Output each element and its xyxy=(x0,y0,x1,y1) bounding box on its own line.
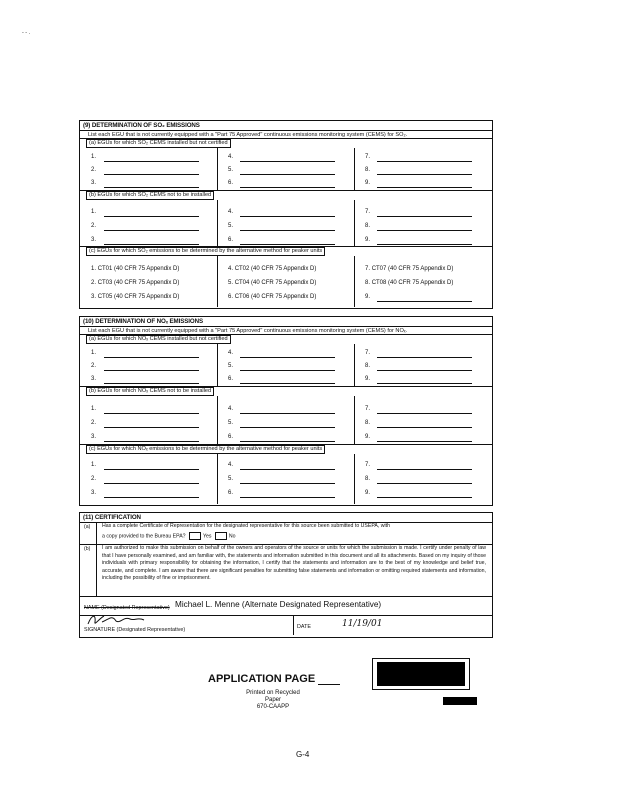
so2b-field-9[interactable] xyxy=(377,244,472,245)
noxb-field-2[interactable] xyxy=(104,427,199,428)
yes-checkbox[interactable] xyxy=(189,532,201,540)
noxc-num-9: 9. xyxy=(365,490,371,496)
so2c-item-3: 3. CT05 (40 CFR 75 Appendix D) xyxy=(91,294,180,300)
name-value[interactable]: Michael L. Menne (Alternate Designated Representative) xyxy=(175,600,382,609)
cert-a-question: Has a complete Certificate of Representation for the designated representative for this source been submitted to USEPA, with xyxy=(102,523,390,529)
application-page-label: APPLICATION PAGE xyxy=(208,673,316,685)
noxa-num-3: 3. xyxy=(91,376,97,382)
application-page xyxy=(208,673,340,685)
recycled-note xyxy=(242,690,304,711)
noxb-num-7: 7. xyxy=(365,406,371,412)
nox-part-a-title: (a) EGUs for which NOₓ CEMS installed but not certified xyxy=(86,335,231,344)
noxa-num-7: 7. xyxy=(365,350,371,356)
noxa-field-9[interactable] xyxy=(377,383,472,384)
so2-part-c xyxy=(80,246,492,307)
so2c-item-4: 4. CT02 (40 CFR 75 Appendix D) xyxy=(228,266,317,272)
so2b-field-5[interactable] xyxy=(240,230,335,231)
so2b-num-9: 9. xyxy=(365,237,371,243)
so2b-num-7: 7. xyxy=(365,209,371,215)
so2b-field-7[interactable] xyxy=(377,216,472,217)
noxa-field-6[interactable] xyxy=(240,383,335,384)
no-checkbox[interactable] xyxy=(215,532,227,540)
noxa-field-3[interactable] xyxy=(104,383,199,384)
so2c-item-7: 7. CT07 (40 CFR 75 Appendix D) xyxy=(365,266,454,272)
cert-b-statement: I am authorized to make this submission on behalf of the owners and operators of the source or units for which the submission is made. I certify under penalty of law that I have personally examined, and am familiar with, the statements and information submitted in this document and all its attachments. Based on my inquiry of those individuals with primary responsibility for obtaining the information, I certify that the statements and information are to the best of my knowledge and belief true, accurate, and complete. I am aware that there are significant penalties for submitting false statements and information or omitting required statements and information, including the possibility of fine or imprisonment. xyxy=(102,545,486,582)
noxb-field-3[interactable] xyxy=(104,441,199,442)
so2a-field-8[interactable] xyxy=(377,174,472,175)
so2a-field-3[interactable] xyxy=(104,187,199,188)
noxa-num-4: 4. xyxy=(228,350,234,356)
noxb-num-1: 1. xyxy=(91,406,97,412)
noxa-num-6: 6. xyxy=(228,376,234,382)
so2a-field-2[interactable] xyxy=(104,174,199,175)
so2a-num-1: 1. xyxy=(91,154,97,160)
printed-note: Printed on Recycled Paper xyxy=(246,690,300,703)
noxb-field-4[interactable] xyxy=(240,413,335,414)
nox-part-c-title: (c) EGUs for which NOₓ emissions to be determined by the alternative method for peaker units xyxy=(86,445,325,454)
so2a-field-6[interactable] xyxy=(240,187,335,188)
noxb-field-8[interactable] xyxy=(377,427,472,428)
noxa-num-1: 1. xyxy=(91,350,97,356)
nox-part-a xyxy=(80,334,492,387)
so2a-field-1[interactable] xyxy=(104,161,199,162)
noxa-num-2: 2. xyxy=(91,363,97,369)
noxc-field-5[interactable] xyxy=(240,483,335,484)
noxc-num-8: 8. xyxy=(365,476,371,482)
so2b-num-4: 4. xyxy=(228,209,234,215)
signature-mark xyxy=(86,612,156,628)
noxc-field-7[interactable] xyxy=(377,469,472,470)
so2c-field-9[interactable] xyxy=(377,301,472,302)
noxc-field-9[interactable] xyxy=(377,497,472,498)
noxc-num-3: 3. xyxy=(91,490,97,496)
corner-marks: - - . xyxy=(22,30,31,36)
noxc-num-4: 4. xyxy=(228,462,234,468)
so2b-field-4[interactable] xyxy=(240,216,335,217)
noxa-num-8: 8. xyxy=(365,363,371,369)
noxc-num-5: 5. xyxy=(228,476,234,482)
so2a-num-9: 9. xyxy=(365,180,371,186)
noxc-num-6: 6. xyxy=(228,490,234,496)
cert-b-label: (b) xyxy=(84,546,91,552)
noxc-field-8[interactable] xyxy=(377,483,472,484)
noxb-field-9[interactable] xyxy=(377,441,472,442)
page-number: G-4 xyxy=(296,750,310,759)
redaction-block xyxy=(377,662,465,686)
so2b-field-3[interactable] xyxy=(104,244,199,245)
so2a-field-5[interactable] xyxy=(240,174,335,175)
so2a-num-6: 6. xyxy=(228,180,234,186)
so2a-num-7: 7. xyxy=(365,154,371,160)
no-label: No xyxy=(228,533,236,540)
so2b-num-5: 5. xyxy=(228,223,234,229)
signature-row xyxy=(80,615,492,635)
so2b-num-6: 6. xyxy=(228,237,234,243)
name-label: NAME (Designated Representative) xyxy=(84,605,170,611)
so2c-item-2: 2. CT03 (40 CFR 75 Appendix D) xyxy=(91,280,180,286)
so2b-field-1[interactable] xyxy=(104,216,199,217)
noxa-field-1[interactable] xyxy=(104,357,199,358)
noxb-field-6[interactable] xyxy=(240,441,335,442)
noxc-field-4[interactable] xyxy=(240,469,335,470)
noxa-field-4[interactable] xyxy=(240,357,335,358)
noxc-field-2[interactable] xyxy=(104,483,199,484)
cert-part-b xyxy=(80,544,492,597)
so2b-num-2: 2. xyxy=(91,223,97,229)
section-nox-header: (10) DETERMINATION OF NOₓ EMISSIONS xyxy=(80,317,492,327)
noxb-num-9: 9. xyxy=(365,434,371,440)
noxb-num-5: 5. xyxy=(228,420,234,426)
noxa-field-7[interactable] xyxy=(377,357,472,358)
so2-part-b-title: (b) EGUs for which SO₂ CEMS not to be installed xyxy=(86,191,214,200)
noxa-num-9: 9. xyxy=(365,376,371,382)
redaction-bar xyxy=(443,697,477,705)
noxb-field-1[interactable] xyxy=(104,413,199,414)
so2c-item-5: 5. CT04 (40 CFR 75 Appendix D) xyxy=(228,280,317,286)
noxc-num-7: 7. xyxy=(365,462,371,468)
cert-a-label: (a) xyxy=(84,524,91,530)
date-value[interactable]: 11/19/01 xyxy=(342,619,383,629)
section-so2-instruction: List each EGU that is not currently equipped with a "Part 75 Approved" continuous emissions monitoring system (CEMS) for SO₂. xyxy=(88,132,408,138)
section-certification-header: (11) CERTIFICATION xyxy=(80,513,492,523)
noxc-field-6[interactable] xyxy=(240,497,335,498)
so2c-item-6: 6. CT06 (40 CFR 75 Appendix D) xyxy=(228,294,317,300)
so2-part-a-title: (a) EGUs for which SO₂ CEMS installed but not certified xyxy=(86,139,231,148)
noxa-field-2[interactable] xyxy=(104,370,199,371)
so2-part-b xyxy=(80,190,492,247)
so2b-num-1: 1. xyxy=(91,209,97,215)
so2c-item-8: 8. CT08 (40 CFR 75 Appendix D) xyxy=(365,280,454,286)
so2a-num-8: 8. xyxy=(365,167,371,173)
section-certification xyxy=(79,512,493,638)
so2a-field-4[interactable] xyxy=(240,161,335,162)
yes-label: Yes xyxy=(203,533,212,540)
nox-part-b-title: (b) EGUs for which NOₓ CEMS not to be installed xyxy=(86,387,214,396)
nox-part-b xyxy=(80,386,492,445)
nox-part-c xyxy=(80,444,492,504)
so2a-num-3: 3. xyxy=(91,180,97,186)
noxb-num-4: 4. xyxy=(228,406,234,412)
noxa-field-8[interactable] xyxy=(377,370,472,371)
so2-part-a xyxy=(80,138,492,191)
cert-part-a xyxy=(80,522,492,545)
noxc-field-1[interactable] xyxy=(104,469,199,470)
section-so2-header: (9) DETERMINATION OF SO₂ EMISSIONS xyxy=(80,121,492,131)
so2c-item-9: 9. xyxy=(365,294,371,300)
signature-label: SIGNATURE (Designated Representative) xyxy=(84,627,186,633)
so2b-field-2[interactable] xyxy=(104,230,199,231)
stamp-box xyxy=(372,658,470,690)
so2b-field-8[interactable] xyxy=(377,230,472,231)
noxc-field-3[interactable] xyxy=(104,497,199,498)
so2-part-c-title: (c) EGUs for which SO₂ emissions to be determined by the alternative method for peaker units xyxy=(86,247,325,256)
noxa-field-5[interactable] xyxy=(240,370,335,371)
section-nox xyxy=(79,316,493,506)
cert-a-question-line2: a copy provided to the Bureau EPA? Yes No xyxy=(102,533,236,540)
noxc-num-1: 1. xyxy=(91,462,97,468)
noxa-num-5: 5. xyxy=(228,363,234,369)
section-nox-instruction: List each EGU that is not currently equipped with a "Part 75 Approved" continuous emissions monitoring system (CEMS) for NOₓ. xyxy=(88,328,408,334)
form-code: 670-CAAPP xyxy=(256,704,290,710)
so2b-field-6[interactable] xyxy=(240,244,335,245)
so2a-num-2: 2. xyxy=(91,167,97,173)
noxc-num-2: 2. xyxy=(91,476,97,482)
so2a-field-9[interactable] xyxy=(377,187,472,188)
noxb-num-2: 2. xyxy=(91,420,97,426)
application-page-number-field[interactable] xyxy=(318,675,340,685)
noxb-num-3: 3. xyxy=(91,434,97,440)
noxb-field-5[interactable] xyxy=(240,427,335,428)
section-so2 xyxy=(79,120,493,309)
so2b-num-3: 3. xyxy=(91,237,97,243)
noxb-field-7[interactable] xyxy=(377,413,472,414)
so2b-num-8: 8. xyxy=(365,223,371,229)
so2a-num-5: 5. xyxy=(228,167,234,173)
so2c-item-1: 1. CT01 (40 CFR 75 Appendix D) xyxy=(91,266,180,272)
noxb-num-6: 6. xyxy=(228,434,234,440)
noxb-num-8: 8. xyxy=(365,420,371,426)
so2a-field-7[interactable] xyxy=(377,161,472,162)
so2a-num-4: 4. xyxy=(228,154,234,160)
date-label: DATE xyxy=(297,624,311,630)
